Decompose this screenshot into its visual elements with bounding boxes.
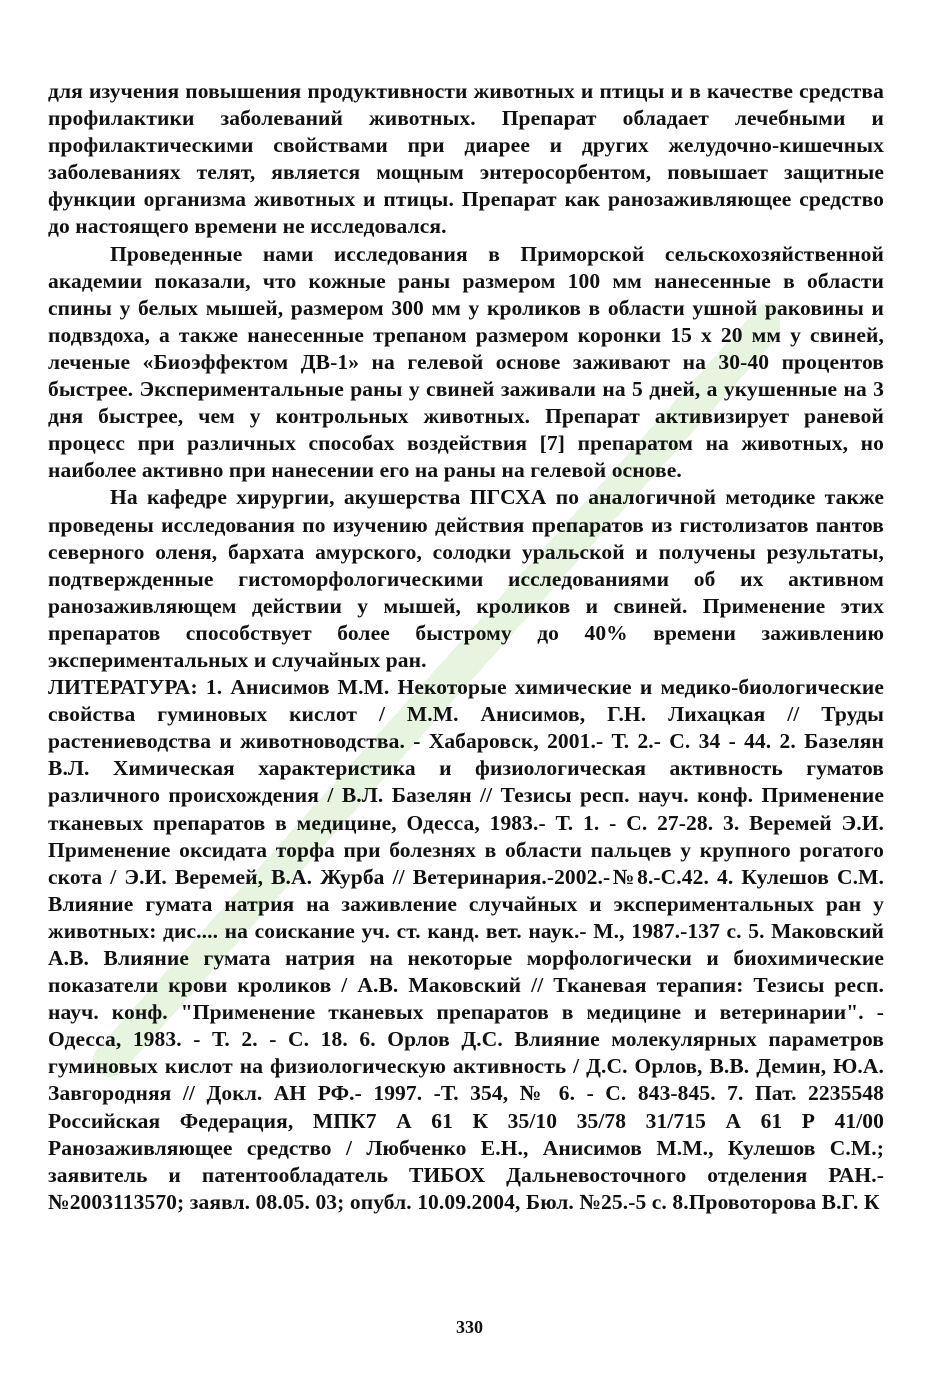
paragraph-continuation: для изучения повышения продуктивности животных и птицы и в качестве средства профилактики заболеваний животных. Препарат обладает лечебными и профилактическими свойствами при диарее и других желудочно-кишечных заболеваниях телят, является мощным энтеросорбентом, повышает защитные функции организма животных и птицы. Препарат как ранозаживляющее средство до настоящего времени не исследовался. xyxy=(48,79,884,239)
paragraph-research: Проведенные нами исследования в Приморской сельскохозяйственной академии показали, что кожные раны размером 100 мм нанесенные в области спины у белых мышей, размером 300 мм у кроликов в области ушной раковины и подвздоха, а также нанесенные трепаном размером коронки 15 х 20 мм у свиней, леченые «Биоэффектом ДВ-1» на гелевой основе заживают на 30-40 процентов быстрее. Экспериментальные раны у свиней заживали на 5 дней, а укушенные на 3 дня быстрее, чем у контрольных животных. Препарат активизирует раневой процесс при различных способах воздействия [7] препаратом на животных, но наиболее активно при нанесении его на раны на гелевой основе. xyxy=(48,241,884,483)
paragraph-literature: ЛИТЕРАТУРА: 1. Анисимов М.М. Некоторые химические и медико-биологические свойства гуминовых кислот / М.М. Анисимов, Г.Н. Лихацкая // Труды растениеводства и животноводства. - Хабаровск, 2001.- Т. 2.- С. 34 - 44. 2. Базелян В.Л. Химическая характеристика и физиологическая активность гуматов различного происхождения / В.Л. Базелян // Тезисы респ. науч. конф. Применение тканевых препаратов в медицине, Одесса, 1983.- Т. 1. - С. 27-28. 3. Веремей Э.И. Применение оксидата торфа при болезнях в области пальцев у крупного рогатого скота / Э.И. Веремей, В.А. Журба // Ветеринария.-2002.-№8.-С.42. 4. Кулешов С.М. Влияние гумата натрия на заживление случайных и экспериментальных ран у животных: дис.... на соискание уч. ст. канд. вет. наук.- М., 1987.-137 с. 5. Маковский А.В. Влияние гумата натрия на некоторые морфологически и биохимические показатели крови кроликов / А.В. Маковский // Тканевая терапия: Тезисы респ. науч. конф. "Применение тканевых препаратов в медицине и ветеринарии". - Одесса, 1983. - Т. 2. - С. 18. 6. Орлов Д.С. Влияние молекулярных параметров гуминовых кислот на физиологическую активность / Д.С. Орлов, В.В. Демин, Ю.А. Завгородняя // Докл. АН РФ.- 1997. -Т. 354, № 6. - С. 843-845. 7. Пат. 2235548 Российская Федерация, МПК7 А 61 К 35/10 35/78 31/715 А 61 Р 41/00 Ранозаживляющее средство / Любченко Е.Н., Анисимов М.М., Кулешов С.М.; заявитель и патентообладатель ТИБОХ Дальневосточного отделения РАН.- №2003113570; заявл. 08.05. 03; опубл. 10.09.2004, Бюл. №25.-5 с. 8.Провоторова В.Г. К xyxy=(48,675,884,1214)
page-number: 330 xyxy=(456,1317,483,1337)
page-text xyxy=(48,78,884,1216)
paragraph-department: На кафедре хирургии, акушерства ПГСХА по аналогичной методике также проведены исследования по изучению действия препаратов из гистолизатов пантов северного оленя, бархата амурского, солодки уральской и получены результаты, подтвержденные гистоморфологическими исследованиями об их активном ранозаживляющем действии у мышей, кроликов и свиней. Применение этих препаратов способствует более быстрому до 40% времени заживлению экспериментальных и случайных ран. xyxy=(48,485,884,672)
